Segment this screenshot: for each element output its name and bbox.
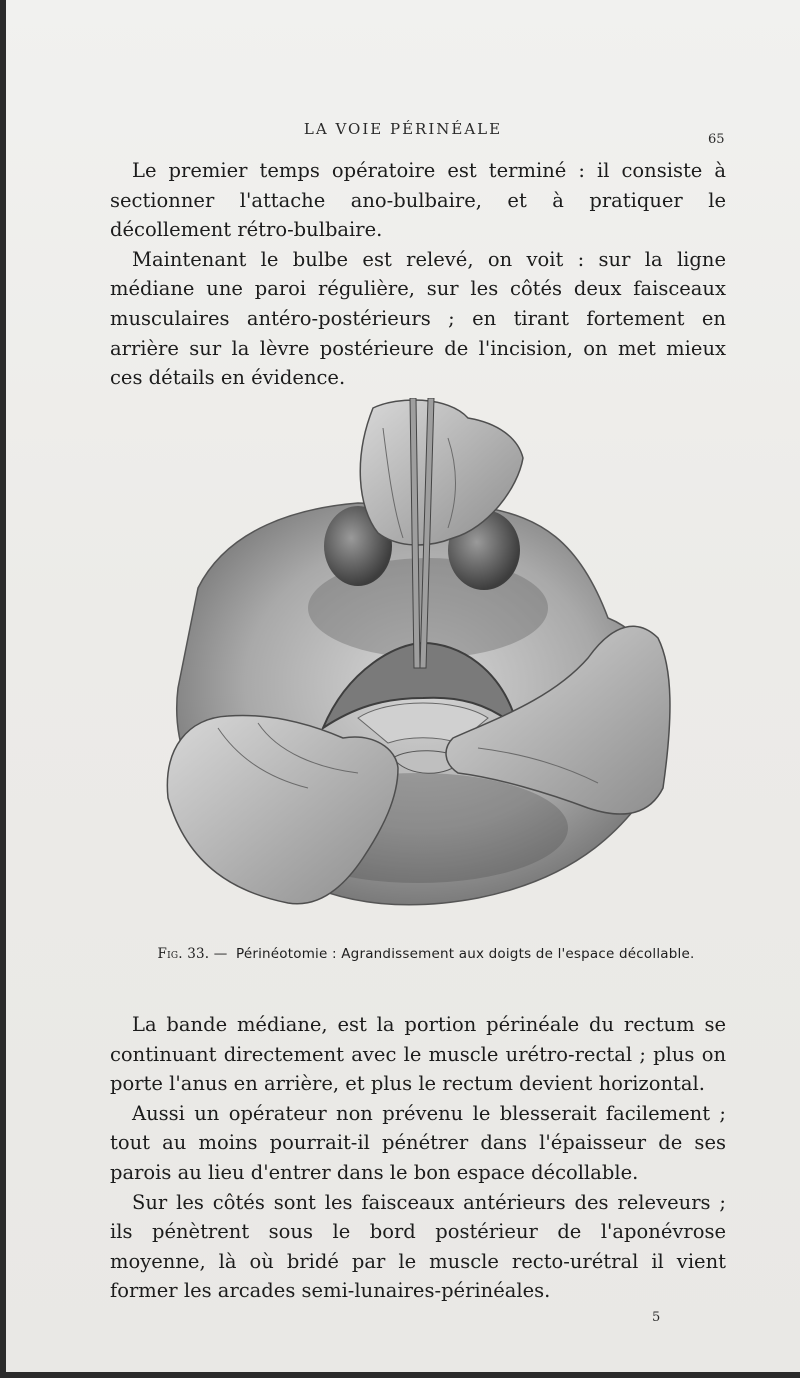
paragraph: Maintenant le bulbe est relevé, on voit : sur la ligne médiane une paroi régulière, sur les côtés deux faisceaux musculaires antéro-postérieurs ; en tirant fortement en arrière sur la lèvre postérieure de l'incision, on met mieux ces détails en évidence.	[110, 247, 726, 390]
page-number: 65	[708, 132, 725, 147]
bottom-text-block	[110, 1010, 726, 1306]
figure-caption	[106, 946, 746, 962]
top-text-block	[110, 156, 726, 393]
book-page	[6, 0, 800, 1372]
paragraph: Le premier temps opératoire est terminé : il consiste à sectionner l'attache ano-bulbaire, et à pratiquer le décollement rétro-bulbaire.	[110, 159, 726, 242]
paragraph: Aussi un opérateur non prévenu le blesserait facilement ; tout au moins pourrait-il pénétrer dans l'épaisseur de ses parois au lieu d'entrer dans le bon espace décollable.	[110, 1101, 726, 1184]
running-head: LA VOIE PÉRINÉALE	[303, 120, 503, 138]
paragraph: La bande médiane, est la portion périnéale du rectum se continuant directement avec le muscle urétro-rectal ; plus on porte l'anus en arrière, et plus le rectum devient horizontal.	[110, 1013, 726, 1096]
signature-mark: 5	[652, 1310, 661, 1325]
paragraph: Sur les côtés sont les faisceaux antérieurs des releveurs ; ils pénètrent sous le bord postérieur de l'aponévrose moyenne, là où bridé par le muscle recto-urétral il vient former les arcades semi-lunaires-périnéales.	[110, 1190, 726, 1303]
surgical-illustration	[158, 398, 678, 923]
figure-label: Fig. 33. —	[157, 946, 228, 962]
figure-caption-text: Périnéotomie : Agrandissement aux doigts de l'espace décollable.	[235, 946, 695, 962]
